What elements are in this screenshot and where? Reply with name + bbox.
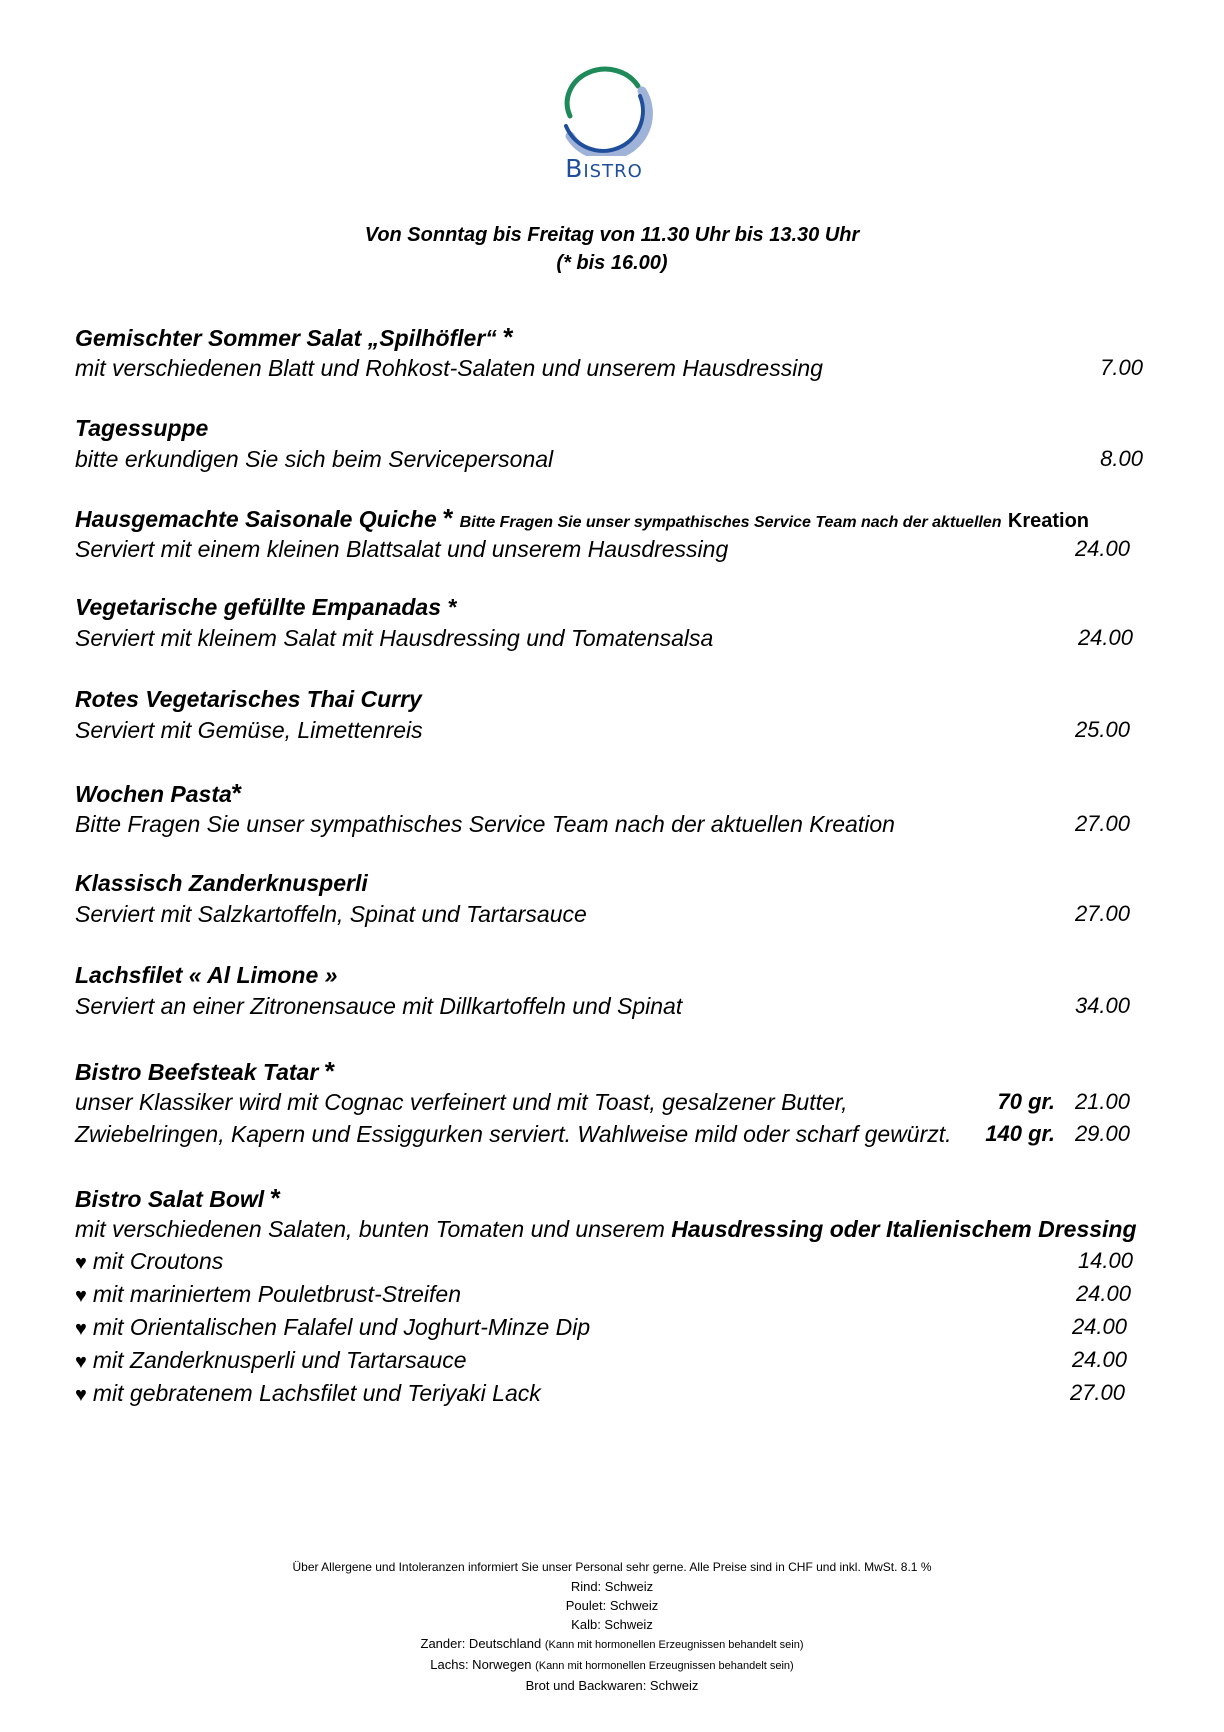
bowl-option bbox=[75, 1311, 1143, 1344]
size-price: 21.00 bbox=[1074, 1089, 1130, 1114]
option-price: 24.00 bbox=[1071, 1314, 1127, 1339]
footer-notes bbox=[0, 1558, 1224, 1695]
option-label: mit Croutons bbox=[92, 1248, 224, 1274]
origin-zander-text: Zander: Deutschland bbox=[420, 1636, 542, 1651]
item-description: Bitte Fragen Sie unser sympathisches Service Team nach der aktuellen Kreation bbox=[75, 811, 895, 837]
menu-item bbox=[75, 413, 1143, 475]
item-name: Lachsfilet « Al Limone » bbox=[75, 962, 338, 988]
item-name: Hausgemachte Saisonale Quiche bbox=[75, 506, 437, 532]
star-mark: * bbox=[270, 1183, 281, 1213]
origin-salmon-text: Lachs: Norwegen bbox=[430, 1657, 532, 1672]
item-price: 25.00 bbox=[1074, 717, 1130, 742]
option-label: mit mariniertem Pouletbrust-Streifen bbox=[92, 1281, 461, 1307]
menu-item bbox=[75, 684, 1143, 746]
star-mark: * bbox=[503, 322, 514, 352]
item-description: Serviert an einer Zitronensauce mit Dillkartoffeln und Spinat bbox=[75, 993, 683, 1019]
bowl-option bbox=[75, 1245, 1143, 1278]
star-mark: * bbox=[324, 1056, 335, 1086]
hours-line-2: (* bis 16.00) bbox=[556, 252, 668, 274]
bowl-option bbox=[75, 1377, 1143, 1410]
bowl-option bbox=[75, 1344, 1143, 1377]
dressing-choice: Hausdressing oder Italienischem Dressing bbox=[671, 1216, 1137, 1242]
item-description-line-2: Zwiebelringen, Kapern und Essiggurken serviert. Wahlweise mild oder scharf gewürzt. bbox=[75, 1121, 952, 1147]
item-price: 24.00 bbox=[1077, 625, 1133, 650]
heart-icon: ♥ bbox=[75, 1252, 87, 1274]
origin-bread: Brot und Backwaren: Schweiz bbox=[525, 1678, 699, 1693]
item-price: 8.00 bbox=[1100, 446, 1143, 471]
option-price: 27.00 bbox=[1069, 1380, 1125, 1405]
heart-icon: ♥ bbox=[75, 1285, 87, 1307]
menu-item-tatar bbox=[75, 1056, 1143, 1150]
opening-hours bbox=[0, 221, 1224, 277]
origin-zander-note: (Kann mit hormonellen Erzeugnissen behandelt sein) bbox=[544, 1639, 804, 1651]
heart-icon: ♥ bbox=[75, 1351, 87, 1373]
item-description: mit verschiedenen Salaten, bunten Tomaten und unserem bbox=[75, 1216, 665, 1242]
size-price: 29.00 bbox=[1074, 1121, 1130, 1146]
menu-item bbox=[75, 592, 1143, 654]
item-price: 27.00 bbox=[1074, 901, 1130, 926]
item-description: Serviert mit Gemüse, Limettenreis bbox=[75, 717, 423, 743]
item-price: 7.00 bbox=[1100, 355, 1143, 380]
option-label: mit Zanderknusperli und Tartarsauce bbox=[92, 1347, 467, 1373]
item-price: 34.00 bbox=[1074, 993, 1130, 1018]
option-label: mit gebratenem Lachsfilet und Teriyaki Lack bbox=[92, 1380, 541, 1406]
menu-item bbox=[75, 778, 1143, 840]
bowl-option bbox=[75, 1278, 1143, 1311]
item-price: 27.00 bbox=[1074, 811, 1130, 836]
item-name: Rotes Vegetarisches Thai Curry bbox=[75, 686, 422, 712]
origin-veal: Kalb: Schweiz bbox=[571, 1617, 653, 1632]
allergen-note: Über Allergene und Intoleranzen informiert Sie unser Personal sehr gerne. Alle Preise sind in CHF und inkl. MwSt. 8.1 % bbox=[292, 1560, 932, 1574]
item-description-line-1: unser Klassiker wird mit Cognac verfeinert und mit Toast, gesalzener Butter, bbox=[75, 1089, 848, 1115]
logo-text: Bistro bbox=[565, 154, 643, 183]
size-weight: 70 gr. bbox=[997, 1089, 1055, 1114]
item-name: Bistro Beefsteak Tatar bbox=[75, 1059, 319, 1085]
menu-item bbox=[75, 503, 1143, 565]
size-weight: 140 gr. bbox=[985, 1121, 1055, 1146]
item-note: Bitte Fragen Sie unser sympathisches Service Team nach der aktuellen bbox=[459, 514, 1002, 531]
menu-item bbox=[75, 960, 1143, 1022]
menu-item bbox=[75, 868, 1143, 930]
item-description: Serviert mit einem kleinen Blattsalat und unserem Hausdressing bbox=[75, 536, 729, 562]
origin-beef: Rind: Schweiz bbox=[570, 1579, 654, 1594]
origin-salmon bbox=[0, 1655, 1224, 1676]
item-description: Serviert mit kleinem Salat mit Hausdressing und Tomatensalsa bbox=[75, 625, 714, 651]
origin-chicken: Poulet: Schweiz bbox=[565, 1598, 659, 1613]
heart-icon: ♥ bbox=[75, 1384, 87, 1406]
item-name: Gemischter Sommer Salat „Spilhöfler“ bbox=[75, 325, 497, 351]
menu-item-salad-bowl bbox=[75, 1183, 1143, 1410]
item-description: bitte erkundigen Sie sich beim Servicepersonal bbox=[75, 446, 554, 472]
item-description: Serviert mit Salzkartoffeln, Spinat und Tartarsauce bbox=[75, 901, 587, 927]
origin-salmon-note: (Kann mit hormonellen Erzeugnissen behandelt sein) bbox=[535, 1660, 794, 1672]
item-price: 24.00 bbox=[1074, 536, 1130, 561]
option-price: 24.00 bbox=[1071, 1347, 1127, 1372]
option-price: 24.00 bbox=[1075, 1281, 1131, 1306]
logo-rings-icon bbox=[550, 56, 658, 156]
option-label: mit Orientalischen Falafel und Joghurt-Minze Dip bbox=[92, 1314, 591, 1340]
item-name: Tagessuppe bbox=[75, 415, 209, 441]
item-note-end: Kreation bbox=[1007, 510, 1090, 532]
item-name: Vegetarische gefüllte Empanadas * bbox=[75, 594, 457, 620]
star-mark: * bbox=[443, 503, 454, 533]
item-name: Bistro Salat Bowl bbox=[75, 1186, 265, 1212]
item-description: mit verschiedenen Blatt und Rohkost-Salaten und unserem Hausdressing bbox=[75, 355, 823, 381]
heart-icon: ♥ bbox=[75, 1318, 87, 1340]
bistro-logo bbox=[550, 56, 658, 186]
star-mark: * bbox=[231, 778, 242, 808]
menu-item bbox=[75, 322, 1143, 384]
option-price: 14.00 bbox=[1077, 1248, 1133, 1273]
item-name: Wochen Pasta bbox=[75, 781, 232, 807]
origin-zander bbox=[0, 1634, 1224, 1655]
item-name: Klassisch Zanderknusperli bbox=[75, 870, 368, 896]
hours-line-1: Von Sonntag bis Freitag von 11.30 Uhr bis 13.30 Uhr bbox=[364, 224, 860, 246]
